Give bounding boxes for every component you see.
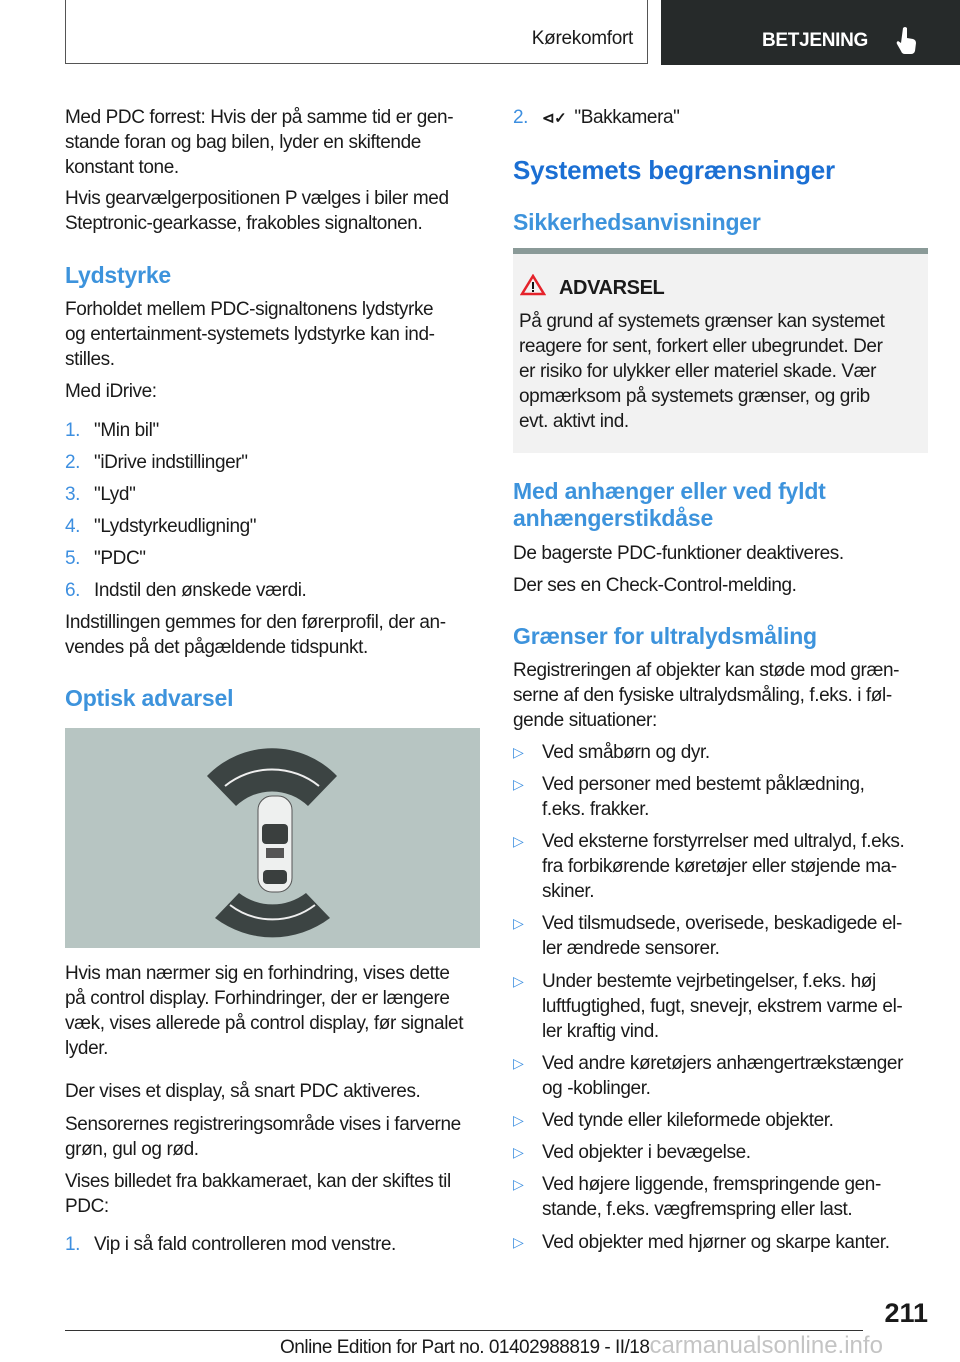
bullet-item: ▷ Ved tynde eller kileformede objekter. xyxy=(513,1110,834,1131)
paragraph: De bagerste PDC-funktioner deaktiveres. xyxy=(513,543,844,564)
paragraph: Der vises et display, så snart PDC aktiveres. xyxy=(65,1081,421,1102)
header-chapter-tab xyxy=(661,0,960,65)
list-item: 2. ⊲✓ "Bakkamera" xyxy=(513,107,680,128)
list-item: 6. Indstil den ønskede værdi. xyxy=(65,580,307,601)
paragraph: Indstillingen gemmes for den førerprofil, der an- vendes på det pågældende tidspunkt. xyxy=(65,612,446,658)
heading-med-anhaenger: Med anhænger eller ved fyldt anhængerstikdåse xyxy=(513,478,826,531)
paragraph: Hvis gearvælgerpositionen P vælges i biler med Steptronic-gearkasse, frakobles signaltonen. xyxy=(65,188,449,234)
header-section-box xyxy=(65,0,648,64)
pdc-illustration xyxy=(65,728,480,948)
heading-graenser-ultralyd: Grænser for ultralydsmåling xyxy=(513,623,817,649)
paragraph: Registreringen af objekter kan støde mod græn- serne af den fysiske ultralydsmåling, f.eks. i føl- gende situationer: xyxy=(513,660,900,731)
bullet-item: ▷ Ved objekter i bevægelse. xyxy=(513,1142,751,1163)
warning-triangle-icon xyxy=(520,274,546,296)
list-item: 1. "Min bil" xyxy=(65,420,159,441)
paragraph: Forholdet mellem PDC-signaltonens lydstyrke og entertainment-systemets lydstyrke kan ind- stilles. xyxy=(65,299,435,370)
paragraph: Vises billedet fra bakkameraet, kan der skiftes til PDC: xyxy=(65,1171,451,1217)
section-title: Kørekomfort xyxy=(531,28,633,49)
paragraph: Med PDC forrest: Hvis der på samme tid er gen- stande foran og bag bilen, lyder en skiftende konstant tone. xyxy=(65,107,454,178)
page-number: 211 xyxy=(884,1298,928,1328)
bullet-item: ▷ Ved højere liggende, fremspringende gen- stande, f.eks. vægfremspring eller last. xyxy=(513,1174,881,1220)
watermark: carmanualsonline.info xyxy=(649,1332,883,1359)
bullet-item: ▷ Ved tilsmudsede, overisede, beskadigede el- ler ændrede sensorer. xyxy=(513,913,902,959)
bullet-item: ▷ Ved småbørn og dyr. xyxy=(513,742,710,763)
bullet-item: ▷ Ved andre køretøjers anhængertrækstænger og -koblinger. xyxy=(513,1053,904,1099)
footer-edition: Online Edition for Part no. 01402988819 - II/18carmanualsonline.info xyxy=(280,1332,883,1359)
pointing-hand-icon xyxy=(895,26,919,54)
list-item: 1. Vip i så fald controlleren mod venstre. xyxy=(65,1234,396,1255)
heading-systemets-begraensninger: Systemets begrænsninger xyxy=(513,155,835,185)
list-item: 4. "Lydstyrkeudligning" xyxy=(65,516,257,537)
warning-text: På grund af systemets grænser kan systemet reagere for sent, forkert eller ubegrundet. Der er risiko for ulykker eller materiel skade. Vær opmærksom på systemets grænser, og grib evt. aktivt ind. xyxy=(519,311,885,432)
list-item: 3. "Lyd" xyxy=(65,484,136,505)
paragraph: Hvis man nærmer sig en forhindring, vises dette på control display. Forhindringer, der er længere væk, vises allerede på control display, før signalet lyder. xyxy=(65,963,464,1059)
list-item: 2. "iDrive indstillinger" xyxy=(65,452,248,473)
list-item: 5. "PDC" xyxy=(65,548,146,569)
bullet-item: ▷ Ved personer med bestemt påklædning, f.eks. frakker. xyxy=(513,774,865,820)
warning-title: ADVARSEL xyxy=(559,277,665,299)
paragraph: Med iDrive: xyxy=(65,381,157,402)
paragraph: Sensorernes registreringsområde vises i farverne grøn, gul og rød. xyxy=(65,1114,461,1160)
paragraph: Der ses en Check-Control-melding. xyxy=(513,575,797,596)
warning-box xyxy=(513,248,928,453)
bullet-item: ▷ Under bestemte vejrbetingelser, f.eks. høj luftfugtighed, fugt, snevejr, ekstrem varme el- ler kraftig vind. xyxy=(513,971,903,1042)
bullet-item: ▷ Ved eksterne forstyrrelser med ultralyd, f.eks. fra forbikørende køretøjer eller støjende ma- skiner. xyxy=(513,831,905,902)
heading-lydstyrke: Lydstyrke xyxy=(65,262,172,288)
footer-divider xyxy=(65,1330,863,1331)
heading-sikkerhedsanvisninger: Sikkerhedsanvisninger xyxy=(513,209,761,235)
chapter-title: BETJENING xyxy=(762,30,869,51)
heading-optisk-advarsel: Optisk advarsel xyxy=(65,685,234,711)
camera-pdc-icon: ⊲✓ xyxy=(542,110,567,127)
bullet-item: ▷ Ved objekter med hjørner og skarpe kanter. xyxy=(513,1232,890,1253)
